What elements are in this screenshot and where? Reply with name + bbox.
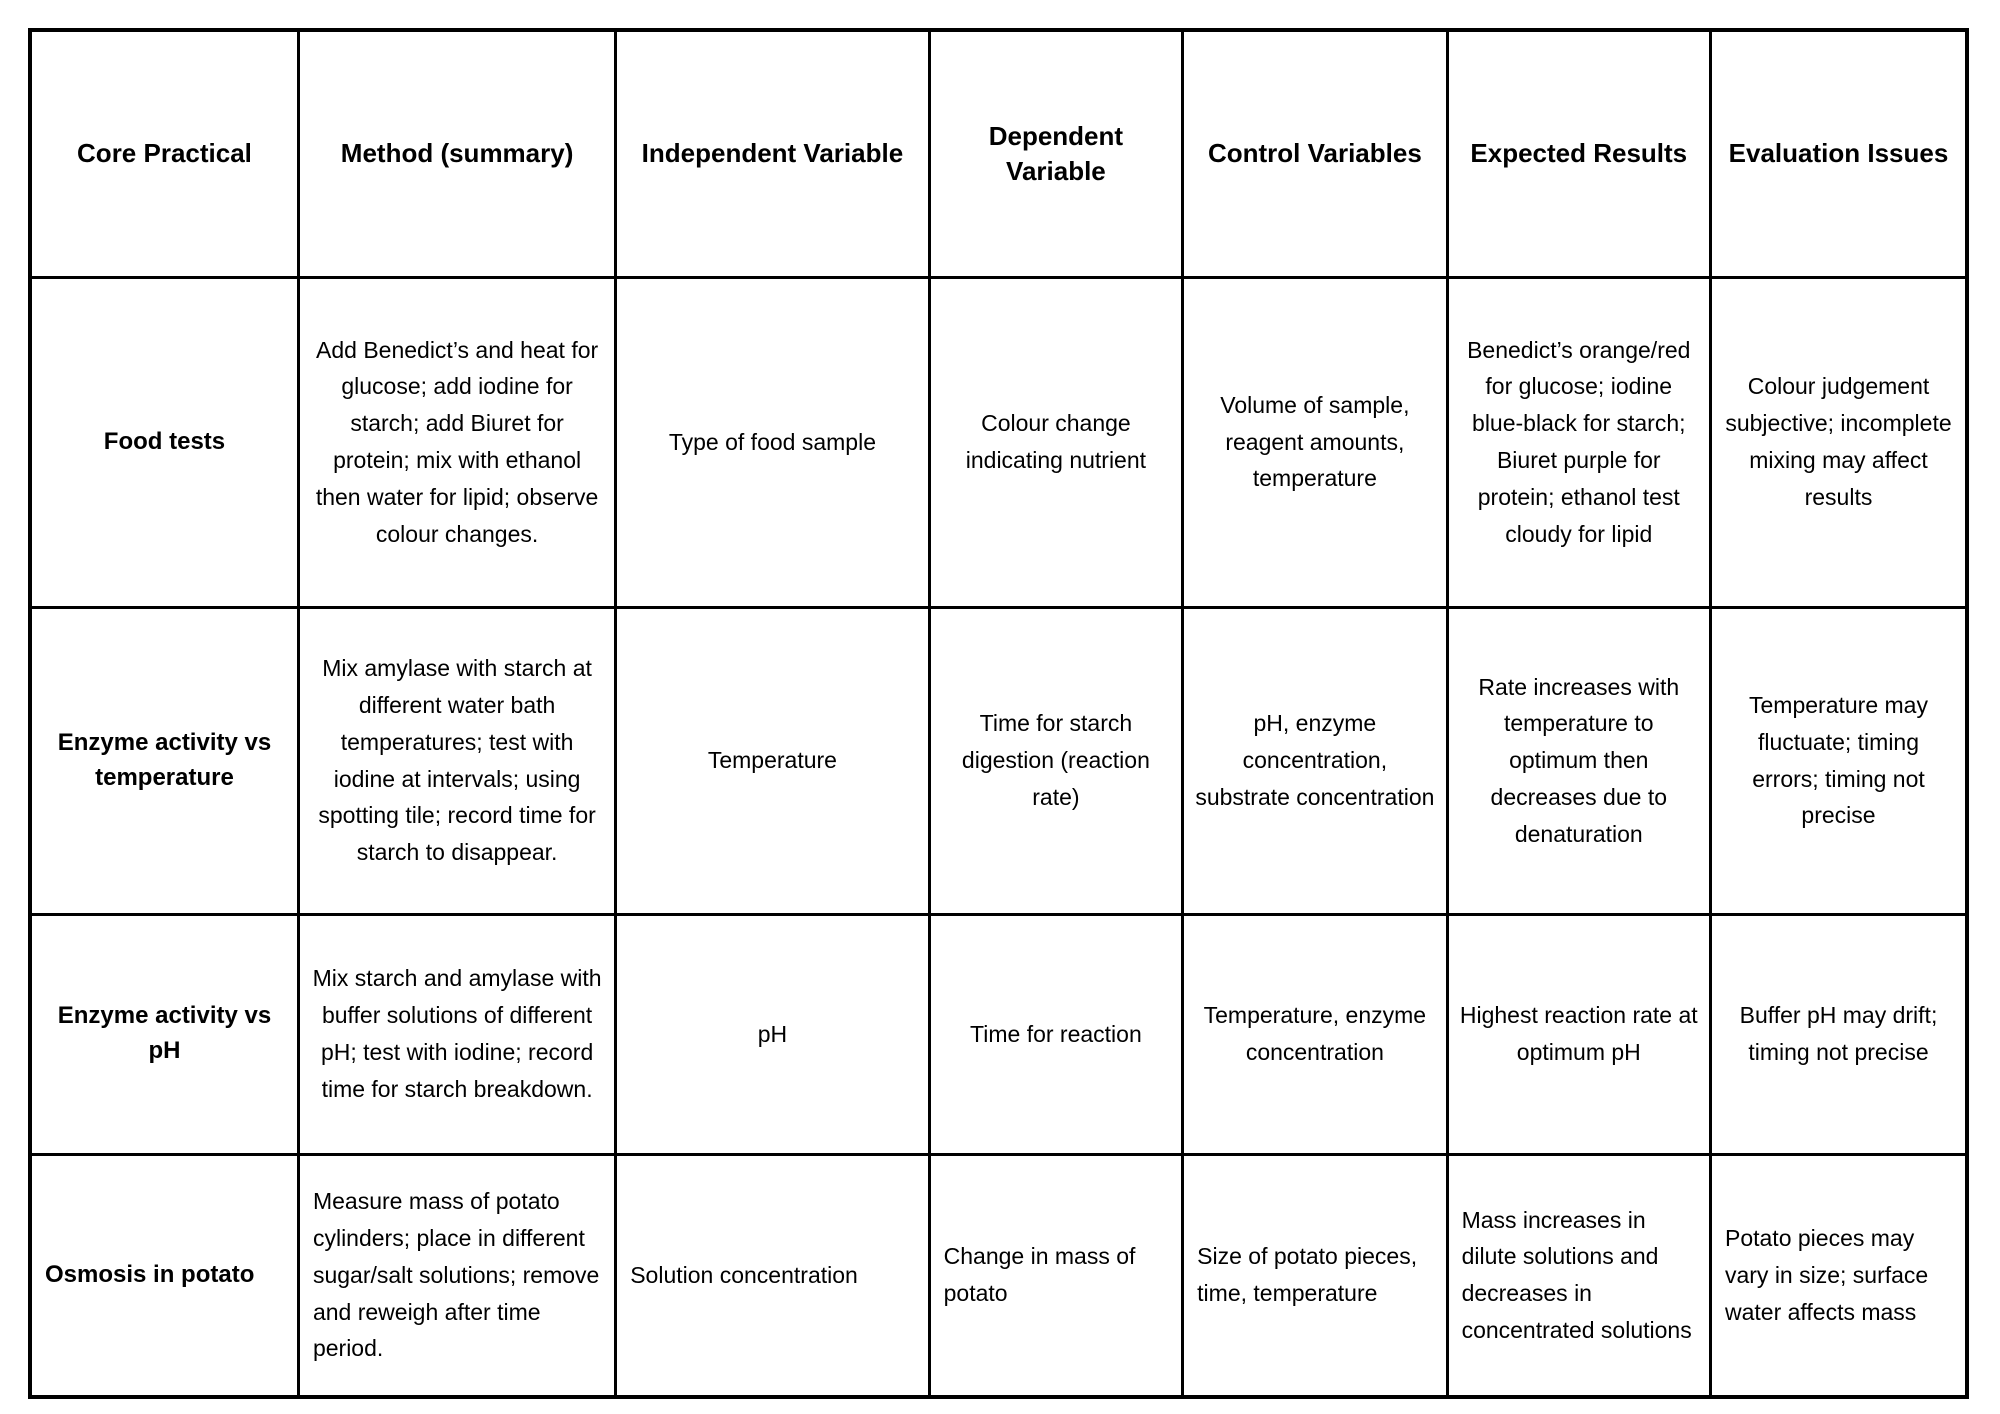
cell-enzyme-ph-evaluation-issues: Buffer pH may drift; timing not precise (1710, 914, 1967, 1154)
cell-enzyme-ph-method: Mix starch and amylase with buffer solutions of different pH; test with iodine; record time for starch breakdown. (298, 914, 615, 1154)
cell-enzyme-ph-dependent-variable: Time for reaction (929, 914, 1183, 1154)
header-independent-variable: Independent Variable (616, 30, 929, 277)
header-dependent-variable: Dependent Variable (929, 30, 1183, 277)
row-osmosis-in-potato (30, 1154, 1967, 1397)
cell-enzyme-ph-independent-variable: pH (616, 914, 929, 1154)
cell-enzyme-ph-name: Enzyme activity vs pH (30, 914, 298, 1154)
cell-enzyme-temp-dependent-variable: Time for starch digestion (reaction rate) (929, 607, 1183, 914)
cell-osmosis-control-variables: Size of potato pieces, time, temperature (1183, 1154, 1447, 1397)
cell-osmosis-dependent-variable: Change in mass of potato (929, 1154, 1183, 1397)
cell-food-tests-dependent-variable: Colour change indicating nutrient (929, 277, 1183, 607)
header-control-variables: Control Variables (1183, 30, 1447, 277)
cell-osmosis-expected-results: Mass increases in dilute solutions and decreases in concentrated solutions (1447, 1154, 1710, 1397)
cell-food-tests-expected-results: Benedict’s orange/red for glucose; iodine blue-black for starch; Biuret purple for protein; ethanol test cloudy for lipid (1447, 277, 1710, 607)
row-food-tests (30, 277, 1967, 607)
row-enzyme-activity-vs-ph (30, 914, 1967, 1154)
cell-enzyme-temp-name: Enzyme activity vs temperature (30, 607, 298, 914)
cell-enzyme-temp-method: Mix amylase with starch at different water bath temperatures; test with iodine at intervals; using spotting tile; record time for starch to disappear. (298, 607, 615, 914)
cell-enzyme-temp-expected-results: Rate increases with temperature to optimum then decreases due to denaturation (1447, 607, 1710, 914)
cell-osmosis-evaluation-issues: Potato pieces may vary in size; surface water affects mass (1710, 1154, 1967, 1397)
header-row (30, 30, 1967, 277)
header-method-summary: Method (summary) (298, 30, 615, 277)
cell-enzyme-ph-expected-results: Highest reaction rate at optimum pH (1447, 914, 1710, 1154)
cell-food-tests-evaluation-issues: Colour judgement subjective; incomplete mixing may affect results (1710, 277, 1967, 607)
cell-osmosis-independent-variable: Solution concentration (616, 1154, 929, 1397)
cell-food-tests-method: Add Benedict’s and heat for glucose; add iodine for starch; add Biuret for protein; mix with ethanol then water for lipid; observe colour changes. (298, 277, 615, 607)
cell-osmosis-name: Osmosis in potato (30, 1154, 298, 1397)
cell-enzyme-ph-control-variables: Temperature, enzyme concentration (1183, 914, 1447, 1154)
cell-enzyme-temp-control-variables: pH, enzyme concentration, substrate concentration (1183, 607, 1447, 914)
header-evaluation-issues: Evaluation Issues (1710, 30, 1967, 277)
cell-enzyme-temp-evaluation-issues: Temperature may fluctuate; timing errors; timing not precise (1710, 607, 1967, 914)
cell-food-tests-name: Food tests (30, 277, 298, 607)
header-core-practical: Core Practical (30, 30, 298, 277)
cell-food-tests-control-variables: Volume of sample, reagent amounts, temperature (1183, 277, 1447, 607)
cell-enzyme-temp-independent-variable: Temperature (616, 607, 929, 914)
header-expected-results: Expected Results (1447, 30, 1710, 277)
cell-osmosis-method: Measure mass of potato cylinders; place in different sugar/salt solutions; remove and reweigh after time period. (298, 1154, 615, 1397)
row-enzyme-activity-vs-temperature (30, 607, 1967, 914)
core-practicals-table (28, 28, 1969, 1399)
cell-food-tests-independent-variable: Type of food sample (616, 277, 929, 607)
